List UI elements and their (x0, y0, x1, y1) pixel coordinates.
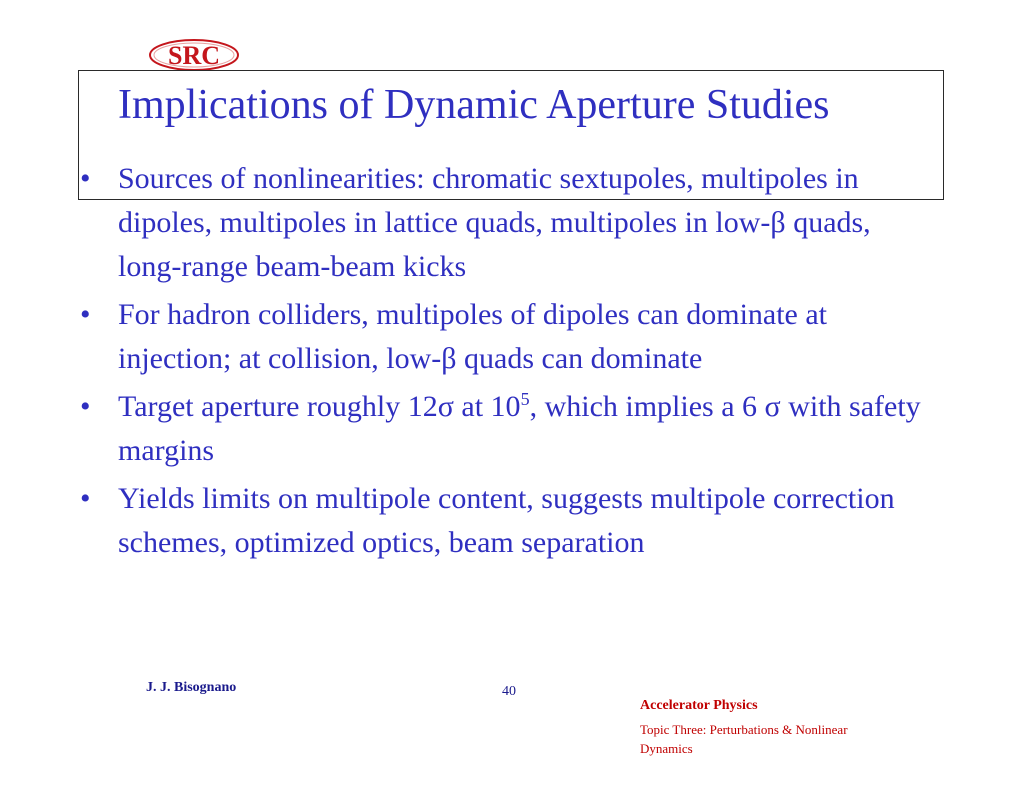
bullet-text: For hadron colliders, multipoles of dipoles can dominate at injection; at collision, low-β quads can dominate (118, 298, 828, 375)
footer-course: Accelerator Physics (640, 698, 758, 713)
bullet-text: Yields limits on multipole content, suggests multipole correction schemes, optimized optics, beam separation (118, 482, 895, 559)
bullet-item (0, 157, 1024, 289)
bullet-item (0, 293, 1024, 381)
bullet-text: Target aperture roughly 12σ at 10 (118, 390, 521, 423)
footer-topic: Topic Three: Perturbations & Nonlinear Dynamics (640, 722, 848, 756)
exponent: 5 (520, 389, 530, 409)
bullet-text: , which implies a 6 σ with safety margins (118, 390, 921, 467)
src-logo-text: SRC (167, 41, 221, 70)
slide-title: Implications of Dynamic Aperture Studies (118, 82, 830, 128)
page-number: 40 (502, 684, 516, 699)
src-oval-logo-icon (148, 38, 240, 72)
bullet-item (0, 477, 1024, 565)
bullet-text: Sources of nonlinearities: chromatic sextupoles, multipoles in dipoles, multipoles in lattice quads, multipoles in low-β quads, long-range beam-beam kicks (118, 162, 871, 283)
footer-author: J. J. Bisognano (146, 680, 237, 695)
bullet-list (0, 157, 1024, 569)
src-logo (148, 38, 240, 72)
bullet-item (0, 385, 1024, 473)
